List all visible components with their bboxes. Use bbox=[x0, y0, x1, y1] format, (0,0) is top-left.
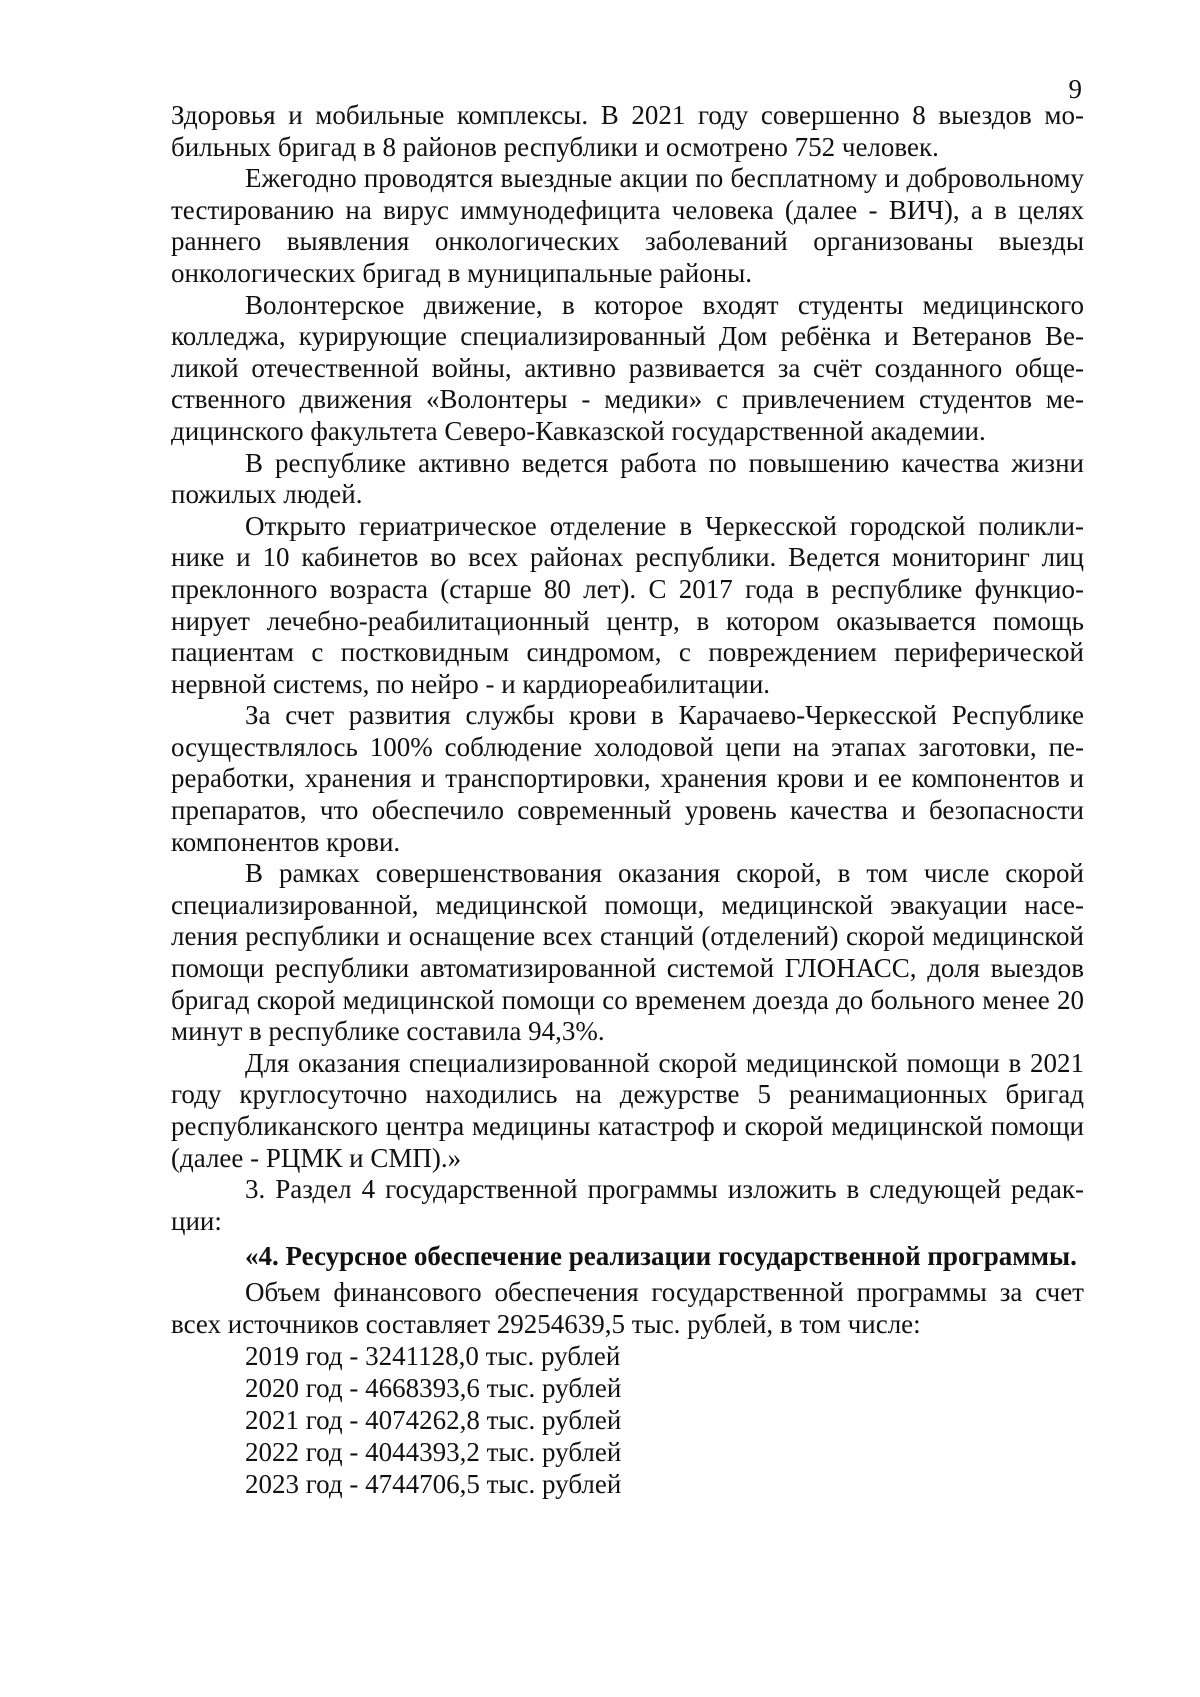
paragraph-geriatrics: Открыто гериатрическое отделение в Черкесской городской поликлинике и 10 кабинетов во всех районах республики. Ведется мониторинг лиц преклонного возраста (старше 80 лет). С 2017 года в республике функционирует лечебно-реабилитационный центр, в котором оказывается помощь пациентам с постковидным синдромом, с повреждением периферической нервной системs, по нейро - и кардиореабилитации. bbox=[171, 510, 1084, 699]
budget-year-item: 2023 год - 4744706,5 тыс. рублей bbox=[245, 1469, 622, 1500]
budget-year-item: 2019 год - 3241128,0 тыс. рублей bbox=[245, 1341, 621, 1372]
paragraph-amendment: 3. Раздел 4 государственной программы изложить в следующей редакции: bbox=[171, 1174, 1084, 1236]
budget-year-item: 2020 год - 4668393,6 тыс. рублей bbox=[245, 1373, 622, 1404]
paragraph-resuscitation-teams: Для оказания специализированной скорой медицинской помощи в 2021 году круглосуточно находились на дежурстве 5 реанимационных бригад республиканского центра медицины катастроф и скорой медицинской помощи (далее - РЦМК и СМП).» bbox=[171, 1047, 1084, 1173]
paragraph-hiv-testing: Ежегодно проводятся выездные акции по бесплатному и добровольному тестированию на вирус иммунодефицита человека (далее - ВИЧ), а в целях раннего выявления онкологических заболеваний организованы выезды онкологических бригад в муниципальные районы. bbox=[171, 163, 1084, 288]
paragraph-blood-service: За счет развития службы крови в Карачаево-Черкесской Республике осуществлялось 100% соблюдение холодовой цепи на этапах заготовки, переработки, хранения и транспортировки, хранения крови и ее компонентов и препаратов, что обеспечило современный уровень качества и безопасности компонентов крови. bbox=[171, 700, 1084, 857]
paragraph-volunteers: Волонтерское движение, в которое входят студенты медицинского колледжа, курирующие специализированный Дом ребёнка и Ветеранов Великой отечественной войны, активно развивается за счёт созданного общественного движения «Волонтеры - медики» с привлечением студентов медицинского факультета Северо-Кавказской государственной академии. bbox=[171, 289, 1084, 446]
document-body bbox=[171, 100, 1084, 1500]
page-number: 9 bbox=[1068, 74, 1082, 104]
paragraph-ambulance: В рамках совершенствования оказания скорой, в том числе скорой специализированной, медицинской помощи, медицинской эвакуации населения республики и оснащение всех станций (отделений) скорой медицинской помощи республики автоматизированной системой ГЛОНАСС, доля выездов бригад скорой медицинской помощи со временем доезда до больного менее 20 минут в республике составила 94,3%. bbox=[171, 858, 1084, 1047]
paragraph-continuation: Здоровья и мобильные комплексы. В 2021 году совершенно 8 выездов мобильных бригад в 8 районов республики и осмотрено 752 человек. bbox=[171, 100, 1084, 162]
budget-year-list bbox=[171, 1340, 1084, 1500]
budget-year-item: 2021 год - 4074262,8 тыс. рублей bbox=[245, 1405, 622, 1436]
budget-year-item: 2022 год - 4044393,2 тыс. рублей bbox=[245, 1437, 622, 1468]
paragraph-elderly: В республике активно ведется работа по повышению качества жизни пожилых людей. bbox=[171, 447, 1084, 510]
section-heading: «4. Ресурсное обеспечение реализации государственной программы. bbox=[245, 1241, 1077, 1272]
section-intro: Объем финансового обеспечения государственной программы за счет всех источников составляет 29254639,5 тыс. рублей, в том числе: bbox=[171, 1276, 1084, 1339]
